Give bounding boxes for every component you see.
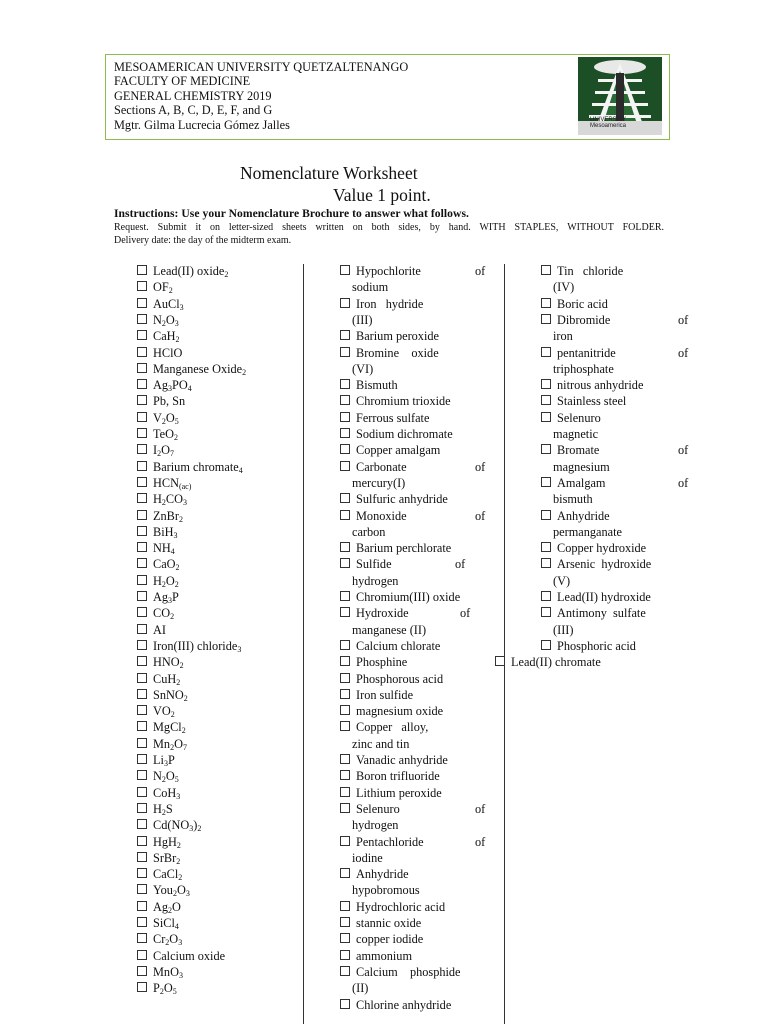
checkbox[interactable] bbox=[137, 298, 147, 308]
checkbox[interactable] bbox=[541, 640, 551, 650]
checkbox[interactable] bbox=[137, 640, 147, 650]
checkbox[interactable] bbox=[340, 347, 350, 357]
worksheet-item: Boric acid bbox=[541, 296, 608, 312]
checkbox[interactable] bbox=[137, 917, 147, 927]
instructions: Instructions: Use your Nomenclature Brochure to answer what follows. bbox=[114, 207, 469, 220]
checkbox[interactable] bbox=[137, 721, 147, 731]
worksheet-item: Calcium chlorate bbox=[340, 638, 440, 654]
checkbox[interactable] bbox=[340, 770, 350, 780]
worksheet-item: Iron hydride (III) bbox=[340, 296, 423, 329]
worksheet-item: Selenuro magnetic bbox=[541, 410, 601, 443]
checkbox[interactable] bbox=[340, 705, 350, 715]
checkbox[interactable] bbox=[340, 510, 350, 520]
checkbox[interactable] bbox=[137, 314, 147, 324]
checkbox[interactable] bbox=[137, 868, 147, 878]
worksheet-item: $P_2O_5$ bbox=[137, 980, 177, 996]
worksheet-item: Chromium(III) oxide bbox=[340, 589, 460, 605]
worksheet-item: $V_2O_5$ bbox=[137, 410, 179, 426]
checkbox[interactable] bbox=[541, 591, 551, 601]
worksheet-item: AI bbox=[137, 622, 166, 638]
worksheet-item: Lithium peroxide bbox=[340, 785, 442, 801]
checkbox[interactable] bbox=[541, 542, 551, 552]
checkbox[interactable] bbox=[340, 265, 350, 275]
checkbox[interactable] bbox=[137, 379, 147, 389]
column-divider-1 bbox=[303, 264, 304, 1024]
checkbox[interactable] bbox=[137, 966, 147, 976]
worksheet-item: SnNO$_2$ bbox=[137, 687, 188, 703]
checkbox[interactable] bbox=[137, 787, 147, 797]
worksheet-item: stannic oxide bbox=[340, 915, 421, 931]
checkbox[interactable] bbox=[137, 330, 147, 340]
worksheet-item: Lead(II) chromate bbox=[495, 654, 601, 670]
checkbox[interactable] bbox=[340, 640, 350, 650]
worksheet-item: CaH$_2$ bbox=[137, 328, 180, 344]
checkbox[interactable] bbox=[137, 607, 147, 617]
worksheet-item: MgCl$_2$ bbox=[137, 719, 186, 735]
worksheet-item: HgH$_2$ bbox=[137, 834, 181, 850]
checkbox[interactable] bbox=[137, 477, 147, 487]
worksheet-item: Sodium dichromate bbox=[340, 426, 453, 442]
checkbox[interactable] bbox=[137, 558, 147, 568]
checkbox[interactable] bbox=[137, 412, 147, 422]
checkbox[interactable] bbox=[541, 444, 551, 454]
request-text: Request. Submit it on letter-sized sheets written on both sides, by hand. WITH STAPLES, WITHOUT FOLDER. bbox=[114, 222, 664, 233]
checkbox[interactable] bbox=[541, 412, 551, 422]
worksheet-item: Copper amalgam bbox=[340, 442, 440, 458]
worksheet-item: Vanadic anhydride bbox=[340, 752, 448, 768]
checkbox[interactable] bbox=[137, 428, 147, 438]
of-word: of bbox=[475, 834, 486, 849]
worksheet-item: Tin chloride (IV) bbox=[541, 263, 623, 296]
checkbox[interactable] bbox=[137, 510, 147, 520]
worksheet-item: Anhydride hypobromous bbox=[340, 866, 420, 899]
worksheet-item: CoH$_3$ bbox=[137, 785, 180, 801]
worksheet-item: Bromine oxide (VI) bbox=[340, 345, 439, 378]
worksheet-item: Lead(II) oxide$_2$ bbox=[137, 263, 228, 279]
checkbox[interactable] bbox=[340, 428, 350, 438]
worksheet-item: Manganese Oxide$_2$ bbox=[137, 361, 246, 377]
worksheet-item: $Mn_2O_7$ bbox=[137, 736, 187, 752]
checkbox[interactable] bbox=[340, 298, 350, 308]
checkbox[interactable] bbox=[541, 558, 551, 568]
checkbox[interactable] bbox=[137, 933, 147, 943]
checkbox[interactable] bbox=[541, 265, 551, 275]
worksheet-item: Copper hydroxide bbox=[541, 540, 646, 556]
university-logo bbox=[578, 57, 662, 135]
worksheet-item: $I_2O_7$ bbox=[137, 442, 174, 458]
checkbox[interactable] bbox=[340, 395, 350, 405]
worksheet-item: Sulfide hydrogen bbox=[340, 556, 398, 589]
column-divider-2 bbox=[504, 264, 505, 1024]
checkbox[interactable] bbox=[340, 591, 350, 601]
checkbox[interactable] bbox=[137, 836, 147, 846]
worksheet-item: Calcium oxide bbox=[137, 948, 225, 964]
checkbox[interactable] bbox=[137, 982, 147, 992]
worksheet-item: Hydroxide manganese (II) bbox=[340, 605, 426, 638]
checkbox[interactable] bbox=[137, 803, 147, 813]
checkbox[interactable] bbox=[340, 558, 350, 568]
worksheet-item: $H_2O_2$ bbox=[137, 573, 179, 589]
worksheet-item: CuH$_2$ bbox=[137, 671, 180, 687]
checkbox[interactable] bbox=[137, 852, 147, 862]
checkbox[interactable] bbox=[340, 787, 350, 797]
checkbox[interactable] bbox=[541, 607, 551, 617]
checkbox[interactable] bbox=[340, 461, 350, 471]
of-word: of bbox=[460, 606, 471, 621]
worksheet-item: Phosphine bbox=[340, 654, 407, 670]
checkbox[interactable] bbox=[340, 803, 350, 813]
checkbox[interactable] bbox=[340, 673, 350, 683]
worksheet-item: Bromate magnesium bbox=[541, 442, 610, 475]
checkbox[interactable] bbox=[340, 607, 350, 617]
worksheet-item: ammonium bbox=[340, 948, 412, 964]
checkbox[interactable] bbox=[137, 444, 147, 454]
worksheet-item: magnesium oxide bbox=[340, 703, 443, 719]
sections: Sections A, B, C, D, E, F, and G bbox=[114, 103, 273, 118]
worksheet-item: Anhydride permanganate bbox=[541, 508, 622, 541]
checkbox[interactable] bbox=[137, 689, 147, 699]
worksheet-item: $H_2S$ bbox=[137, 801, 173, 817]
delivery-date: Delivery date: the day of the midterm exam. bbox=[114, 235, 292, 246]
checkbox[interactable] bbox=[137, 673, 147, 683]
worksheet-item: Barium perchlorate bbox=[340, 540, 451, 556]
worksheet-item: Barium chromate$_4$ bbox=[137, 459, 243, 475]
worksheet-item: $Cd(NO_3)_2$ bbox=[137, 817, 201, 833]
checkbox[interactable] bbox=[541, 477, 551, 487]
worksheet-item: Pb, Sn bbox=[137, 393, 185, 409]
worksheet-item: $You_2O_3$ bbox=[137, 882, 190, 898]
worksheet-item: TeO$_2$ bbox=[137, 426, 178, 442]
checkbox[interactable] bbox=[137, 461, 147, 471]
checkbox[interactable] bbox=[340, 689, 350, 699]
worksheet-title: Nomenclature Worksheet bbox=[240, 163, 418, 183]
worksheet-item: $Cr_2O_3$ bbox=[137, 931, 182, 947]
worksheet-item: $HNO_2$ bbox=[137, 654, 184, 670]
checkbox[interactable] bbox=[137, 526, 147, 536]
worksheet-item: $NH_4$ bbox=[137, 540, 175, 556]
checkbox[interactable] bbox=[137, 884, 147, 894]
worksheet-item: Hypochlorite sodium bbox=[340, 263, 421, 296]
worksheet-item: $H_2CO_3$ bbox=[137, 491, 187, 507]
worksheet-item: $N_2O_5$ bbox=[137, 768, 179, 784]
of-word: of bbox=[475, 459, 486, 474]
worksheet-item: $N_2O_3$ bbox=[137, 312, 179, 328]
checkbox[interactable] bbox=[340, 656, 350, 666]
worksheet-item: Sulfuric anhydride bbox=[340, 491, 448, 507]
worksheet-item: AuCl$_3$ bbox=[137, 296, 184, 312]
worksheet-item: nitrous anhydride bbox=[541, 377, 643, 393]
checkbox[interactable] bbox=[137, 265, 147, 275]
university-name: MESOAMERICAN UNIVERSITY QUETZALTENANGO bbox=[114, 60, 409, 74]
worksheet-item: Chlorine anhydride bbox=[340, 997, 451, 1013]
worksheet-item: Stainless steel bbox=[541, 393, 626, 409]
worksheet-item: HClO bbox=[137, 345, 182, 361]
course-name: GENERAL CHEMISTRY 2019 bbox=[114, 88, 272, 103]
worksheet-item: Hydrochloric acid bbox=[340, 899, 445, 915]
worksheet-item: Iron sulfide bbox=[340, 687, 413, 703]
worksheet-item: Carbonate mercury(I) bbox=[340, 459, 407, 492]
checkbox[interactable] bbox=[137, 395, 147, 405]
checkbox[interactable] bbox=[137, 738, 147, 748]
checkbox[interactable] bbox=[340, 379, 350, 389]
worksheet-item: Monoxide carbon bbox=[340, 508, 407, 541]
worksheet-item: Iron(III) chloride$_3$ bbox=[137, 638, 241, 654]
checkbox[interactable] bbox=[137, 575, 147, 585]
checkbox[interactable] bbox=[340, 542, 350, 552]
checkbox[interactable] bbox=[137, 281, 147, 291]
checkbox[interactable] bbox=[340, 950, 350, 960]
checkbox[interactable] bbox=[541, 510, 551, 520]
checkbox[interactable] bbox=[340, 721, 350, 731]
checkbox[interactable] bbox=[340, 868, 350, 878]
checkbox[interactable] bbox=[340, 330, 350, 340]
of-word: of bbox=[475, 508, 486, 523]
worksheet-item: CaCl$_2$ bbox=[137, 866, 182, 882]
worksheet-item: Chromium trioxide bbox=[340, 393, 451, 409]
worksheet-item: Pentachloride iodine bbox=[340, 834, 424, 867]
worksheet-item: $HCN_{(ac)}$ bbox=[137, 475, 191, 491]
worksheet-item: pentanitride triphosphate bbox=[541, 345, 616, 378]
worksheet-item: Calcium phosphide (II) bbox=[340, 964, 461, 997]
worksheet-item: $Ag_2O$ bbox=[137, 899, 181, 915]
worksheet-item: SrBr$_2$ bbox=[137, 850, 180, 866]
worksheet-item: MnO$_3$ bbox=[137, 964, 183, 980]
checkbox[interactable] bbox=[340, 836, 350, 846]
checkbox[interactable] bbox=[541, 298, 551, 308]
worksheet-item: Copper alloy, zinc and tin bbox=[340, 719, 428, 752]
worksheet-item: ZnBr$_2$ bbox=[137, 508, 183, 524]
checkbox[interactable] bbox=[340, 999, 350, 1009]
worksheet-item: $CO_2$ bbox=[137, 605, 174, 621]
worksheet-item: Phosphorous acid bbox=[340, 671, 443, 687]
worksheet-item: Arsenic hydroxide (V) bbox=[541, 556, 651, 589]
checkbox[interactable] bbox=[137, 901, 147, 911]
worksheet-item: CaO$_2$ bbox=[137, 556, 180, 572]
of-word: of bbox=[455, 557, 466, 572]
of-word: of bbox=[475, 264, 486, 278]
checkbox[interactable] bbox=[137, 705, 147, 715]
logo-text: UNIVERSITY Mesoamerica bbox=[590, 117, 627, 129]
faculty-name: FACULTY OF MEDICINE bbox=[114, 74, 251, 89]
checkbox[interactable] bbox=[541, 395, 551, 405]
worksheet-item: $Ag_3P$ bbox=[137, 589, 179, 605]
checkbox[interactable] bbox=[137, 542, 147, 552]
worksheet-item: Dibromide iron bbox=[541, 312, 610, 345]
checkbox[interactable] bbox=[340, 901, 350, 911]
worksheet-item: $Ag_3PO_4$ bbox=[137, 377, 192, 393]
checkbox[interactable] bbox=[137, 624, 147, 634]
checkbox[interactable] bbox=[340, 933, 350, 943]
checkbox[interactable] bbox=[340, 493, 350, 503]
worksheet-item: SiCl$_4$ bbox=[137, 915, 179, 931]
checkbox[interactable] bbox=[340, 917, 350, 927]
checkbox[interactable] bbox=[137, 363, 147, 373]
checkbox[interactable] bbox=[137, 656, 147, 666]
worksheet-item: Bismuth bbox=[340, 377, 398, 393]
header-box bbox=[105, 54, 670, 140]
of-word: of bbox=[475, 801, 486, 816]
worksheet-item: Selenuro hydrogen bbox=[340, 801, 400, 834]
checkbox[interactable] bbox=[137, 347, 147, 357]
worksheet-item: Amalgam bismuth bbox=[541, 475, 606, 508]
checkbox[interactable] bbox=[340, 966, 350, 976]
checkbox[interactable] bbox=[137, 754, 147, 764]
worksheet-item: $VO_2$ bbox=[137, 703, 175, 719]
of-word: of bbox=[678, 345, 689, 360]
worksheet-item: BiH$_3$ bbox=[137, 524, 178, 540]
checkbox[interactable] bbox=[137, 770, 147, 780]
worksheet-item: Boron trifluoride bbox=[340, 768, 440, 784]
worksheet-item: copper iodide bbox=[340, 931, 423, 947]
checkbox[interactable] bbox=[541, 314, 551, 324]
checkbox[interactable] bbox=[495, 656, 505, 666]
worksheet-item: Ferrous sulfate bbox=[340, 410, 429, 426]
checkbox[interactable] bbox=[340, 754, 350, 764]
worksheet-value: Value 1 point. bbox=[333, 185, 431, 205]
worksheet-item: Antimony sulfate (III) bbox=[541, 605, 646, 638]
header-lines bbox=[114, 60, 408, 132]
worksheet-item: Phosphoric acid bbox=[541, 638, 636, 654]
worksheet-item: $Li_3P$ bbox=[137, 752, 175, 768]
checkbox[interactable] bbox=[541, 347, 551, 357]
checkbox[interactable] bbox=[137, 819, 147, 829]
checkbox[interactable] bbox=[541, 379, 551, 389]
checkbox[interactable] bbox=[340, 412, 350, 422]
checkbox[interactable] bbox=[340, 444, 350, 454]
of-word: of bbox=[678, 312, 689, 327]
of-word: of bbox=[678, 443, 689, 458]
worksheet-item: $OF_2$ bbox=[137, 279, 173, 295]
checkbox[interactable] bbox=[137, 950, 147, 960]
worksheet-item: Lead(II) hydroxide bbox=[541, 589, 651, 605]
checkbox[interactable] bbox=[137, 493, 147, 503]
worksheet-item: Barium peroxide bbox=[340, 328, 439, 344]
checkbox[interactable] bbox=[137, 591, 147, 601]
of-word: of bbox=[678, 475, 689, 490]
teacher-name: Mgtr. Gilma Lucrecia Gómez Jalles bbox=[114, 117, 290, 132]
